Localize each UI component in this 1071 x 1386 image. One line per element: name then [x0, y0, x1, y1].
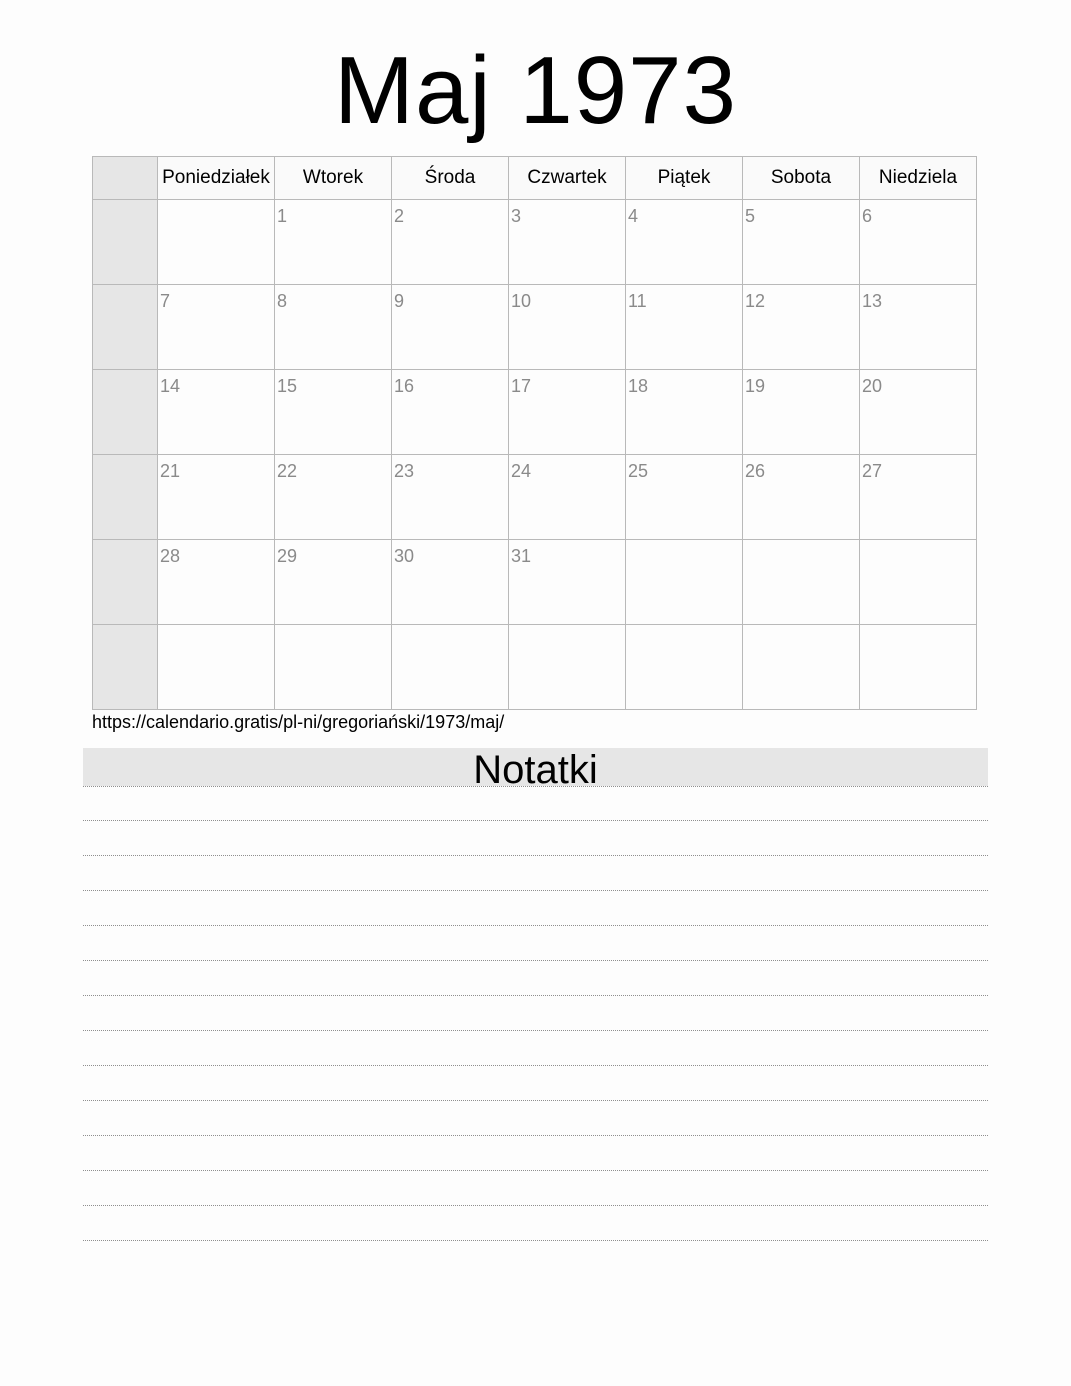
day-cell — [275, 455, 392, 540]
note-line — [83, 926, 988, 961]
note-line — [83, 786, 988, 821]
week-number-header — [93, 157, 158, 200]
day-cell — [626, 625, 743, 710]
day-cell — [860, 200, 977, 285]
day-cell — [158, 370, 275, 455]
note-line — [83, 1171, 988, 1206]
week-row — [93, 285, 977, 370]
note-line — [83, 1206, 988, 1241]
day-number: 6 — [862, 206, 873, 226]
week-row — [93, 625, 977, 710]
day-number: 20 — [862, 376, 883, 396]
day-cell — [860, 455, 977, 540]
week-number-cell — [93, 540, 158, 625]
day-cell — [158, 200, 275, 285]
day-number — [860, 540, 976, 546]
day-number: 23 — [394, 461, 415, 481]
weekday-header: Czwartek — [509, 157, 626, 200]
day-number: 4 — [628, 206, 639, 226]
day-number: 14 — [160, 376, 181, 396]
day-cell — [743, 285, 860, 370]
day-number — [626, 625, 742, 631]
week-row — [93, 200, 977, 285]
day-cell — [509, 625, 626, 710]
day-cell — [509, 540, 626, 625]
day-number: 3 — [511, 206, 522, 226]
day-cell — [158, 540, 275, 625]
day-cell — [626, 455, 743, 540]
week-row — [93, 540, 977, 625]
day-number — [626, 540, 742, 546]
day-number: 30 — [394, 546, 415, 566]
notes-lines — [83, 786, 988, 1241]
day-cell — [626, 540, 743, 625]
day-number: 25 — [628, 461, 649, 481]
day-number: 24 — [511, 461, 532, 481]
week-number-cell — [93, 625, 158, 710]
note-line — [83, 891, 988, 926]
day-cell — [860, 540, 977, 625]
day-cell — [275, 200, 392, 285]
day-cell — [743, 540, 860, 625]
day-cell — [275, 540, 392, 625]
day-number: 19 — [745, 376, 766, 396]
day-number: 18 — [628, 376, 649, 396]
day-cell — [860, 370, 977, 455]
week-number-cell — [93, 370, 158, 455]
day-number: 12 — [745, 291, 766, 311]
weekday-header: Niedziela — [860, 157, 977, 200]
day-cell — [158, 285, 275, 370]
day-number: 5 — [745, 206, 756, 226]
day-cell — [860, 285, 977, 370]
day-cell — [392, 370, 509, 455]
day-number: 8 — [277, 291, 288, 311]
note-line — [83, 1031, 988, 1066]
weekday-header: Sobota — [743, 157, 860, 200]
note-line — [83, 856, 988, 891]
week-row — [93, 370, 977, 455]
day-number: 13 — [862, 291, 883, 311]
calendar-grid — [92, 156, 977, 710]
weekday-header-row — [93, 157, 977, 200]
source-url: https://calendario.gratis/pl-ni/gregoriański/1973/maj/ — [92, 712, 505, 732]
note-line — [83, 821, 988, 856]
day-cell — [743, 625, 860, 710]
day-cell — [743, 370, 860, 455]
day-cell — [158, 455, 275, 540]
notes-title: Notatki — [83, 748, 988, 786]
day-cell — [860, 625, 977, 710]
day-cell — [392, 200, 509, 285]
day-number — [392, 625, 508, 631]
day-number: 2 — [394, 206, 405, 226]
day-number: 31 — [511, 546, 532, 566]
day-number: 7 — [160, 291, 171, 311]
day-number: 16 — [394, 376, 415, 396]
day-cell — [392, 455, 509, 540]
day-number — [743, 540, 859, 546]
page-title: Maj 1973 — [334, 37, 737, 144]
day-number — [275, 625, 391, 631]
weekday-header: Piątek — [626, 157, 743, 200]
day-number: 10 — [511, 291, 532, 311]
day-number: 1 — [277, 206, 288, 226]
note-line — [83, 1136, 988, 1171]
note-line — [83, 961, 988, 996]
week-number-cell — [93, 200, 158, 285]
day-cell — [743, 455, 860, 540]
week-number-cell — [93, 285, 158, 370]
day-cell — [509, 285, 626, 370]
day-cell — [275, 625, 392, 710]
weekday-header: Poniedziałek — [158, 157, 275, 200]
day-cell — [509, 455, 626, 540]
day-number: 27 — [862, 461, 883, 481]
day-number — [158, 625, 274, 631]
day-number — [743, 625, 859, 631]
day-number: 29 — [277, 546, 298, 566]
day-cell — [509, 200, 626, 285]
day-cell — [392, 285, 509, 370]
day-cell — [392, 625, 509, 710]
day-cell — [509, 370, 626, 455]
day-number — [158, 200, 274, 206]
note-line — [83, 1066, 988, 1101]
day-cell — [275, 285, 392, 370]
day-number: 28 — [160, 546, 181, 566]
day-number: 17 — [511, 376, 532, 396]
note-line — [83, 1101, 988, 1136]
weekday-header: Środa — [392, 157, 509, 200]
day-cell — [275, 370, 392, 455]
note-line — [83, 996, 988, 1031]
day-cell — [626, 370, 743, 455]
day-number: 21 — [160, 461, 181, 481]
day-cell — [626, 200, 743, 285]
week-number-cell — [93, 455, 158, 540]
day-number — [860, 625, 976, 631]
weekday-header: Wtorek — [275, 157, 392, 200]
day-number — [509, 625, 625, 631]
day-number: 15 — [277, 376, 298, 396]
day-number: 11 — [628, 291, 647, 311]
day-cell — [743, 200, 860, 285]
day-number: 9 — [394, 291, 405, 311]
day-number: 26 — [745, 461, 766, 481]
day-number: 22 — [277, 461, 298, 481]
day-cell — [158, 625, 275, 710]
week-row — [93, 455, 977, 540]
day-cell — [626, 285, 743, 370]
day-cell — [392, 540, 509, 625]
